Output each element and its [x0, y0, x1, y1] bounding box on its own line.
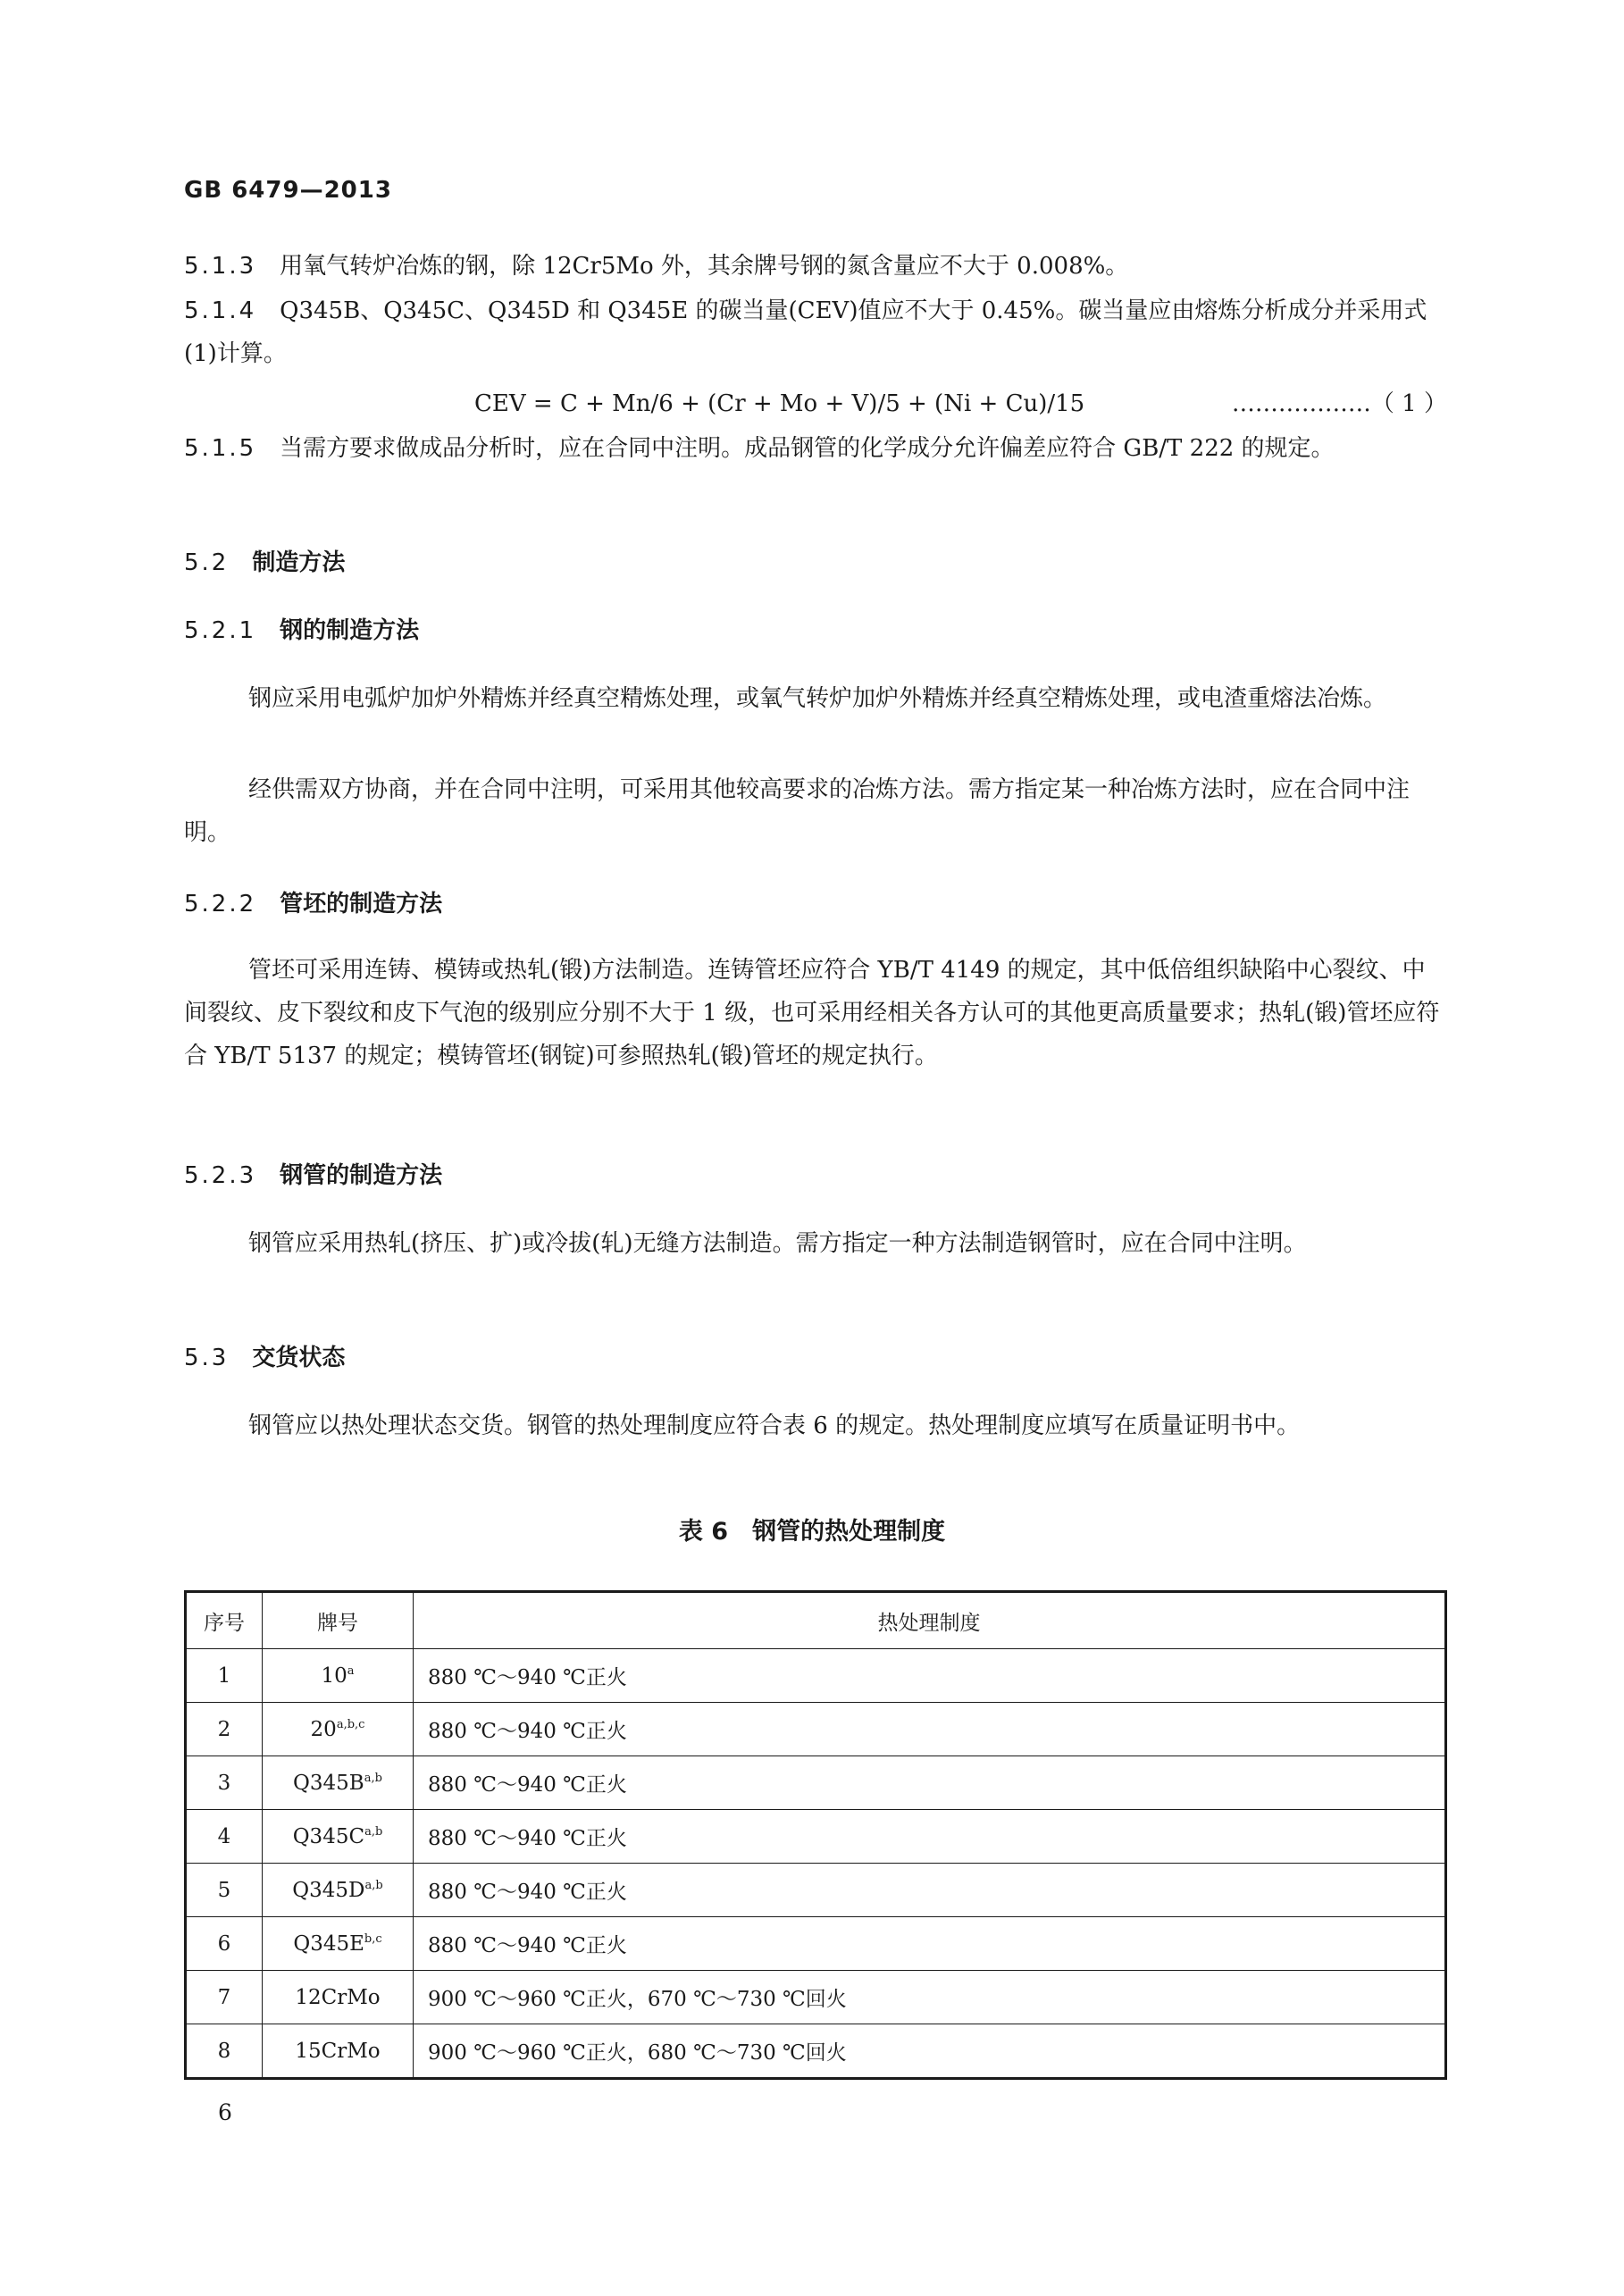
header-cell-grade: 牌号 [263, 1592, 414, 1649]
cell-grade [263, 2024, 414, 2079]
header-cell-no: 序号 [186, 1592, 263, 1649]
cell-no: 6 [186, 1917, 263, 1971]
table-row [186, 1864, 1446, 1917]
clause-5-1-3 [184, 245, 1447, 288]
clause-text: Q345B、Q345C、Q345D 和 Q345E 的碳当量(CEV)值应不大于 0.45%。碳当量应由熔炼分析成分并采用式(1)计算。 [184, 297, 1427, 367]
grade-name: 20 [310, 1717, 337, 1741]
paragraph: 管坯可采用连铸、模铸或热轧(锻)方法制造。连铸管坯应符合 YB/T 4149 的规定，其中低倍组织缺陷中心裂纹、中间裂纹、皮下裂纹和皮下气泡的级别应分别不大于 1 级，也可采用经相关各方认可的其他更高质量要求；热轧(锻)管坯应符合 YB/T 5137 的规定；模铸管坯(钢锭)可参照热轧(锻)管坯的规定执行。 [184, 957, 1440, 1069]
cell-grade [263, 1703, 414, 1756]
table-row [186, 1971, 1446, 2024]
paragraph: 钢应采用电弧炉加炉外精炼并经真空精炼处理，或氧气转炉加炉外精炼并经真空精炼处理，或电渣重熔法冶炼。 [248, 685, 1387, 712]
section-5-3-heading [184, 1337, 1447, 1379]
paragraph: 钢管应采用热轧(挤压、扩)或冷拔(轧)无缝方法制造。需方指定一种方法制造钢管时，应在合同中注明。 [248, 1230, 1307, 1257]
grade-name: Q345D [292, 1878, 365, 1902]
section-title: 管坯的制造方法 [280, 891, 443, 918]
header-cell-treatment: 热处理制度 [414, 1592, 1446, 1649]
cell-no: 4 [186, 1810, 263, 1864]
cell-treatment: 880 ℃～940 ℃正火 [414, 1917, 1446, 1971]
cell-treatment: 880 ℃～940 ℃正火 [414, 1649, 1446, 1703]
cell-no: 1 [186, 1649, 263, 1703]
cell-grade [263, 1649, 414, 1703]
section-5-2-2-heading [184, 883, 1447, 926]
section-5-2-heading [184, 541, 1447, 584]
grade-name: Q345C [292, 1824, 365, 1848]
cell-treatment: 900 ℃～960 ℃正火，680 ℃～730 ℃回火 [414, 2024, 1446, 2079]
section-number: 5.2.1 [184, 617, 257, 644]
grade-name: Q345B [293, 1771, 364, 1795]
cell-no: 2 [186, 1703, 263, 1756]
cell-grade [263, 1917, 414, 1971]
section-title: 交货状态 [252, 1345, 346, 1371]
footnote-mark: a,b,c [336, 1717, 365, 1731]
section-number: 5.2 [184, 549, 230, 576]
cell-no: 3 [186, 1756, 263, 1810]
footnote-mark: a,b [364, 1824, 383, 1839]
grade-name: 15CrMo [295, 2039, 381, 2063]
table-row [186, 1649, 1446, 1703]
cell-grade [263, 1756, 414, 1810]
footnote-mark: a [347, 1663, 355, 1678]
cell-treatment: 880 ℃～940 ℃正火 [414, 1756, 1446, 1810]
cell-no: 8 [186, 2024, 263, 2079]
section-5-2-1-heading [184, 609, 1447, 652]
cell-treatment: 880 ℃～940 ℃正火 [414, 1864, 1446, 1917]
paragraph: 钢管应以热处理状态交货。钢管的热处理制度应符合表 6 的规定。热处理制度应填写在质量证明书中。 [248, 1412, 1301, 1439]
table-header-row [186, 1592, 1446, 1649]
section-number: 5.2.3 [184, 1162, 257, 1189]
cell-no: 7 [186, 1971, 263, 2024]
grade-name: Q345E [293, 1931, 364, 1956]
cell-grade [263, 1810, 414, 1864]
clause-number: 5.1.5 [184, 435, 257, 462]
grade-name: 10 [321, 1663, 347, 1688]
footnote-mark: a,b [364, 1771, 382, 1785]
cell-treatment: 880 ℃～940 ℃正火 [414, 1810, 1446, 1864]
section-title: 制造方法 [252, 549, 346, 576]
cell-grade [263, 1864, 414, 1917]
cell-grade [263, 1971, 414, 2024]
table-row [186, 2024, 1446, 2079]
clause-5-1-4 [184, 289, 1447, 375]
cev-formula [184, 382, 1447, 425]
table-row [186, 1810, 1446, 1864]
table-row [186, 1703, 1446, 1756]
section-number: 5.3 [184, 1345, 230, 1371]
section-number: 5.2.2 [184, 891, 257, 918]
table-title: 表 6 钢管的热处理制度 [678, 1518, 946, 1546]
clause-number: 5.1.3 [184, 253, 257, 280]
formula-expression: CEV = C + Mn/6 + (Cr + Mo + V)/5 + (Ni + Cu)/15 [474, 390, 1085, 417]
section-5-2-3-heading [184, 1154, 1447, 1197]
clause-5-1-5 [184, 427, 1447, 470]
clause-number: 5.1.4 [184, 297, 257, 324]
footnote-mark: b,c [364, 1931, 382, 1946]
table-row [186, 1756, 1446, 1810]
clause-text: 当需方要求做成品分析时，应在合同中注明。成品钢管的化学成分允许偏差应符合 GB/T 222 的规定。 [280, 435, 1335, 462]
cell-treatment: 880 ℃～940 ℃正火 [414, 1703, 1446, 1756]
heat-treatment-table [184, 1590, 1447, 2080]
section-title: 钢管的制造方法 [280, 1162, 443, 1189]
grade-name: 12CrMo [295, 1985, 381, 2009]
section-title: 钢的制造方法 [280, 617, 420, 644]
footnote-mark: a,b [364, 1878, 383, 1892]
page-number: 6 [218, 2099, 232, 2125]
clause-text: 用氧气转炉冶炼的钢，除 12Cr5Mo 外，其余牌号钢的氮含量应不大于 0.008%。 [280, 253, 1129, 280]
cell-no: 5 [186, 1864, 263, 1917]
formula-number: ………………（ 1 ） [1231, 390, 1447, 417]
standard-number: GB 6479—2013 [184, 177, 392, 204]
cell-treatment: 900 ℃～960 ℃正火，670 ℃～730 ℃回火 [414, 1971, 1446, 2024]
table-row [186, 1917, 1446, 1971]
paragraph: 经供需双方协商，并在合同中注明，可采用其他较高要求的冶炼方法。需方指定某一种冶炼方法时，应在合同中注明。 [184, 776, 1411, 846]
